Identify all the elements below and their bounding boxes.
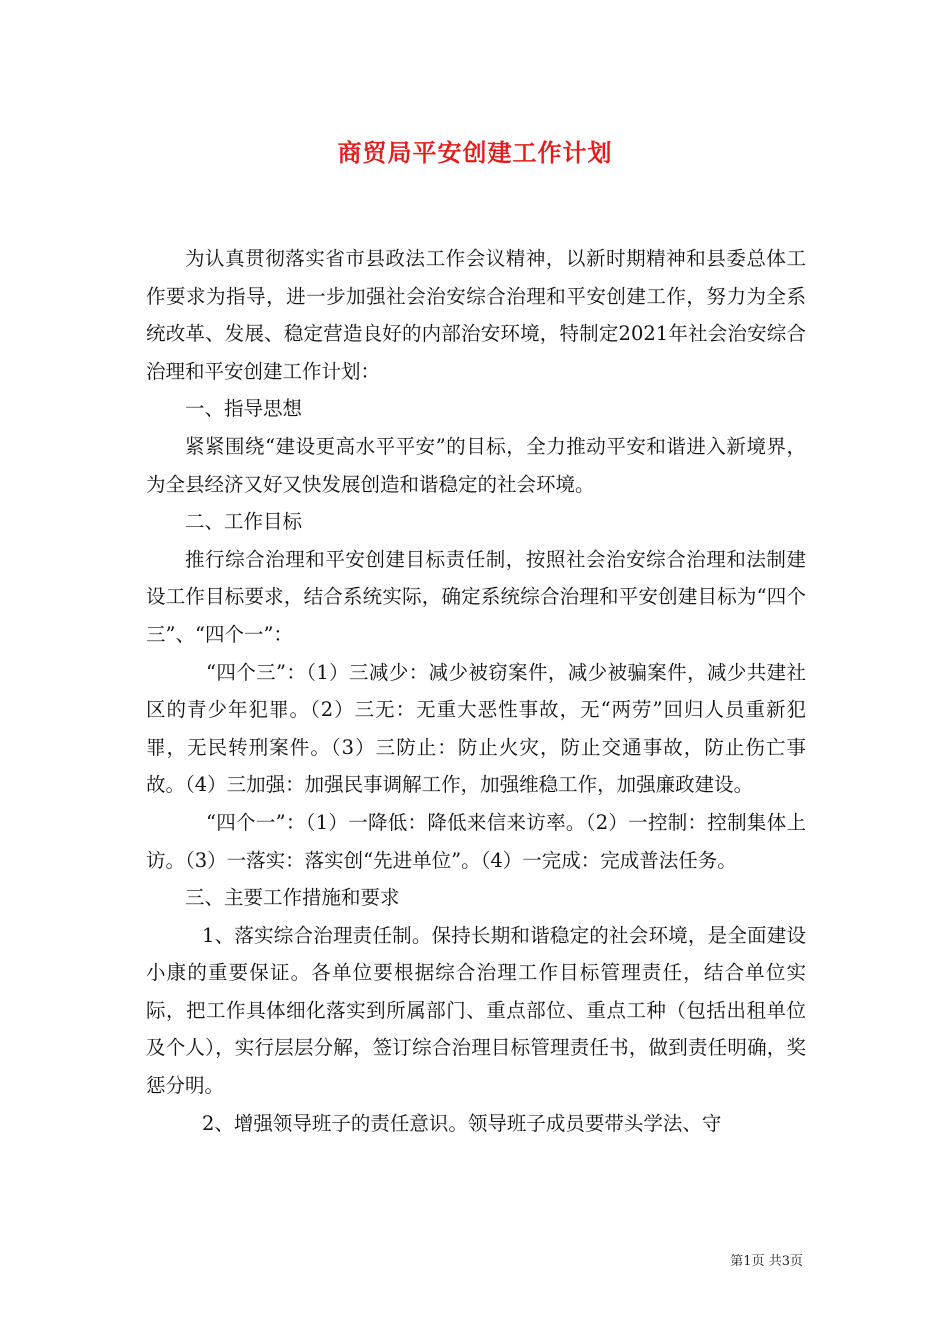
- footer-suffix: 页: [789, 1254, 803, 1269]
- measure-1-paragraph: 1、落实综合治理责任制。保持长期和谐稳定的社会环境，是全面建设小康的重要保证。各单位要根据综合治理工作目标管理责任，结合单位实际，把工作具体细化落实到所属部门、重点部位、重点工种（包括出租单位及个人），实行层层分解，签订综合治理目标管理责任书，做到责任明确，奖惩分明。: [146, 923, 806, 1098]
- footer-middle: 页 共: [751, 1254, 782, 1269]
- page-footer: [730, 1250, 803, 1269]
- work-goals-paragraph: 推行综合治理和平安创建目标责任制，按照社会治安综合治理和法制建设工作目标要求，结合系统实际，确定系统综合治理和平安创建目标为“四个三”、“四个一”：: [146, 547, 806, 646]
- section-heading-work-goals: 二、工作目标: [185, 510, 303, 534]
- section-heading-main-measures: 三、主要工作措施和要求: [185, 886, 400, 910]
- document-body: [146, 240, 806, 1142]
- four-threes-paragraph: “四个三”：（1）三减少：减少被窃案件，减少被骗案件，减少共建社区的青少年犯罪。（2）三无：无重大恶性事故，无“两劳”回归人员重新犯罪，无民转刑案件。（3）三防止：防止火灾，防止交通事故，防止伤亡事故。（4）三加强：加强民事调解工作，加强维稳工作，加强廉政建设。: [146, 660, 806, 797]
- document-title: 商贸局平安创建工作计划: [337, 138, 613, 167]
- footer-total-pages: 3: [781, 1254, 790, 1269]
- footer-prefix: 第: [730, 1254, 744, 1269]
- measure-2-paragraph: 2、增强领导班子的责任意识。领导班子成员要带头学法、守: [202, 1111, 722, 1135]
- intro-paragraph: 为认真贯彻落实省市县政法工作会议精神，以新时期精神和县委总体工作要求为指导，进一步加强社会治安综合治理和平安创建工作，努力为全系统改革、发展、稳定营造良好的内部治安环境，特制定2021年社会治安综合治理和平安创建工作计划：: [146, 247, 806, 383]
- guiding-ideology-paragraph: 紧紧围绕“建设更高水平平安”的目标，全力推动平安和谐进入新境界，为全县经济又好又快发展创造和谐稳定的社会环境。: [146, 434, 806, 496]
- four-ones-paragraph: “四个一”：（1）一降低：降低来信来访率。（2）一控制：控制集体上访。（3）一落实：落实创“先进单位”。（4）一完成：完成普法任务。: [146, 810, 806, 872]
- footer-current-page: 1: [743, 1254, 752, 1269]
- section-heading-guiding-ideology: 一、指导思想: [185, 397, 303, 421]
